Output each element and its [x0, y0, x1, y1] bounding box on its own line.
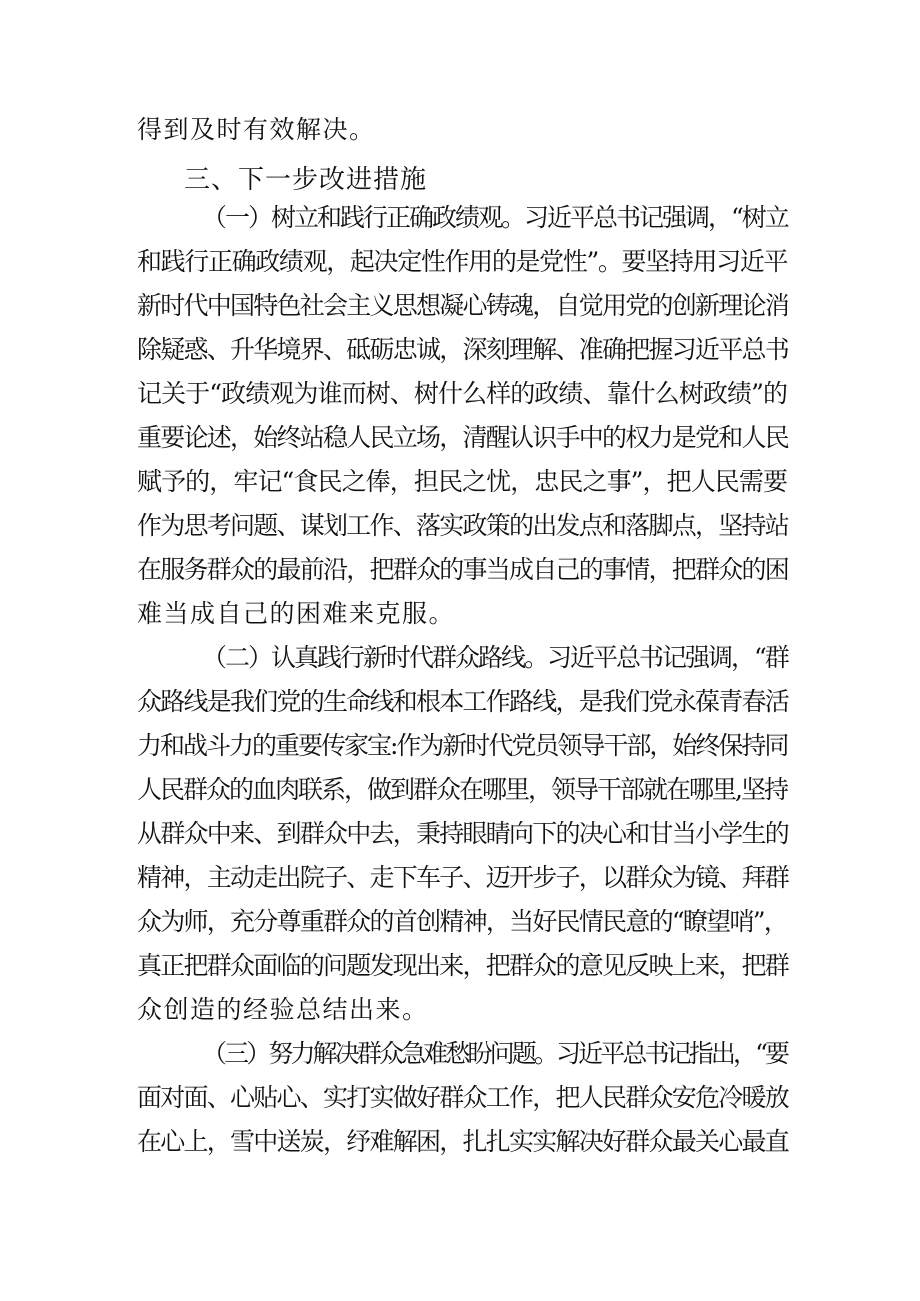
- section-heading: 三、下一步改进措施: [184, 165, 428, 195]
- paragraph-line: 新时代中国特色社会主义思想凝心铸魂，自觉用党的创新理论消: [137, 291, 789, 320]
- paragraph-line: （一）树立和践行正确政绩观。习近平总书记强调，“树立: [202, 203, 788, 232]
- paragraph-line: 从群众中来、到群众中去，秉持眼睛向下的决心和甘当小学生的: [137, 819, 789, 848]
- paragraph-line: 力和战斗力的重要传家宝:作为新时代党员领导干部，始终保持同: [137, 731, 788, 760]
- paragraph-line: 除疑惑、升华境界、砥砺忠诚，深刻理解、准确把握习近平总书: [137, 335, 789, 364]
- paragraph-line: 作为思考问题、谋划工作、落实政策的出发点和落脚点，坚持站: [137, 511, 789, 540]
- paragraph-line: 精神，主动走出院子、走下车子、迈开步子，以群众为镜、拜群: [137, 863, 789, 892]
- paragraph-line: 在服务群众的最前沿，把群众的事当成自己的事情，把群众的困: [137, 555, 789, 584]
- paragraph-line: 在心上，雪中送炭，纾难解困，扎扎实实解决好群众最关心最直: [137, 1127, 789, 1156]
- intro-tail-line: 得到及时有效解决。: [137, 115, 376, 144]
- paragraph-line: 面对面、心贴心、实打实做好群众工作，把人民群众安危冷暖放: [137, 1083, 789, 1112]
- paragraph-line: 赋予的，牢记“食民之俸，担民之忧，忠民之事”，把人民需要: [137, 467, 787, 496]
- paragraph-line: （二）认真践行新时代群众路线。习近平总书记强调，“群: [202, 643, 788, 672]
- paragraph-line: 难当成自己的困难来克服。: [137, 599, 456, 628]
- paragraph-line: 和践行正确政绩观，起决定性作用的是党性”。要坚持用习近平: [137, 247, 787, 276]
- paragraph-line: 记关于“政绩观为谁而树、树什么样的政绩、靠什么树政绩”的: [137, 379, 787, 408]
- paragraph-line: 人民群众的血肉联系，做到群众在哪里，领导干部就在哪里,坚持: [137, 775, 787, 804]
- paragraph-line: 真正把群众面临的问题发现出来，把群众的意见反映上来，把群: [137, 951, 789, 980]
- paragraph-line: 众为师，充分尊重群众的首创精神，当好民情民意的“瞭望哨”，: [137, 907, 787, 936]
- paragraph-line: 众创造的经验总结出来。: [137, 995, 429, 1024]
- paragraph-line: 众路线是我们党的生命线和根本工作路线，是我们党永葆青春活: [137, 687, 789, 716]
- paragraph-line: 重要论述，始终站稳人民立场，清醒认识手中的权力是党和人民: [137, 423, 789, 452]
- paragraph-line: （三）努力解决群众急难愁盼问题。习近平总书记指出，“要: [202, 1039, 787, 1068]
